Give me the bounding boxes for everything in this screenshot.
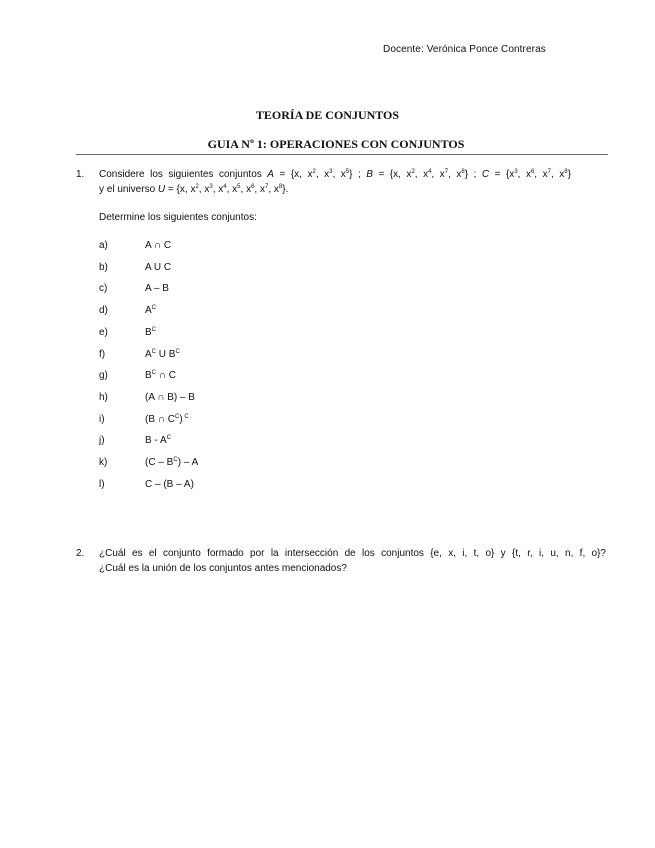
exercise-label: a) — [99, 240, 108, 251]
exercise-label: c) — [99, 283, 108, 295]
exercise-expression: $A^C$ — [145, 305, 157, 317]
exercise-expression: $B^C$ — [145, 326, 157, 338]
exercise-expression: $(C - B^C)$ – A — [145, 457, 199, 468]
exercise-label: b) — [99, 261, 108, 273]
exercise-expression: C – (B – A) — [145, 478, 194, 490]
page-subtitle: GUIA Nº 1: OPERACIONES CON CONJUNTOS — [207, 137, 465, 151]
question-2-line-1: ¿Cuál es el conjunto formado por la intersección de los conjuntos {e, x, i, t, o} y {t, r, i, u, n, f, o}? — [99, 548, 606, 559]
exercise-label: g) — [99, 370, 108, 382]
question-1-line-2: y el universo U = {x, $x^2$, $x^3$, $x^4$, $x^5$, $x^6$, $x^7$, $x^8$}. — [99, 184, 289, 195]
exercise-expression: A – B — [145, 283, 169, 295]
exercise-label: e) — [99, 326, 108, 338]
exercise-label: j) — [99, 435, 105, 447]
exercise-label: k) — [99, 457, 108, 468]
exercise-label: f) — [99, 348, 106, 360]
exercise-expression: A U C — [145, 261, 172, 273]
exercise-label: d) — [99, 305, 108, 317]
question-1-line-1: Considere los siguientes conjuntos A = {x, $x^2$, $x^3$, $x^5$} ; B = {x, $x^2$, $x^4$, $x^7$, $x^8$} ; $C = \{x^3$, $x^6$, $x^7$, $x^8$} — [99, 169, 571, 180]
question-1-number: 1. — [76, 169, 85, 180]
page-title: TEORÍA DE CONJUNTOS — [255, 108, 400, 122]
question-2-line-2: ¿Cuál es la unión de los conjuntos antes mencionados? — [99, 563, 347, 574]
exercise-label: h) — [99, 391, 108, 403]
question-2-number: 2. — [76, 548, 85, 559]
exercise-expression: B - $A^C$ — [145, 435, 172, 447]
title-divider — [76, 154, 608, 155]
teacher-name: Docente: Verónica Ponce Contreras — [383, 44, 546, 55]
exercise-expression: (B ∩ $C^C$) $^C$ — [145, 413, 189, 425]
exercise-expression: (A ∩ B) – B — [145, 391, 195, 403]
exercise-label: l) — [99, 478, 105, 490]
exercise-expression: $A^C$ U $B^C$ — [145, 348, 180, 360]
exercise-expression: $B^C$ ∩ C — [145, 370, 176, 382]
exercise-expression: A ∩ C — [145, 240, 172, 251]
exercise-label: i) — [99, 413, 105, 425]
question-1-instruction: Determine los siguientes conjuntos: — [99, 212, 257, 223]
